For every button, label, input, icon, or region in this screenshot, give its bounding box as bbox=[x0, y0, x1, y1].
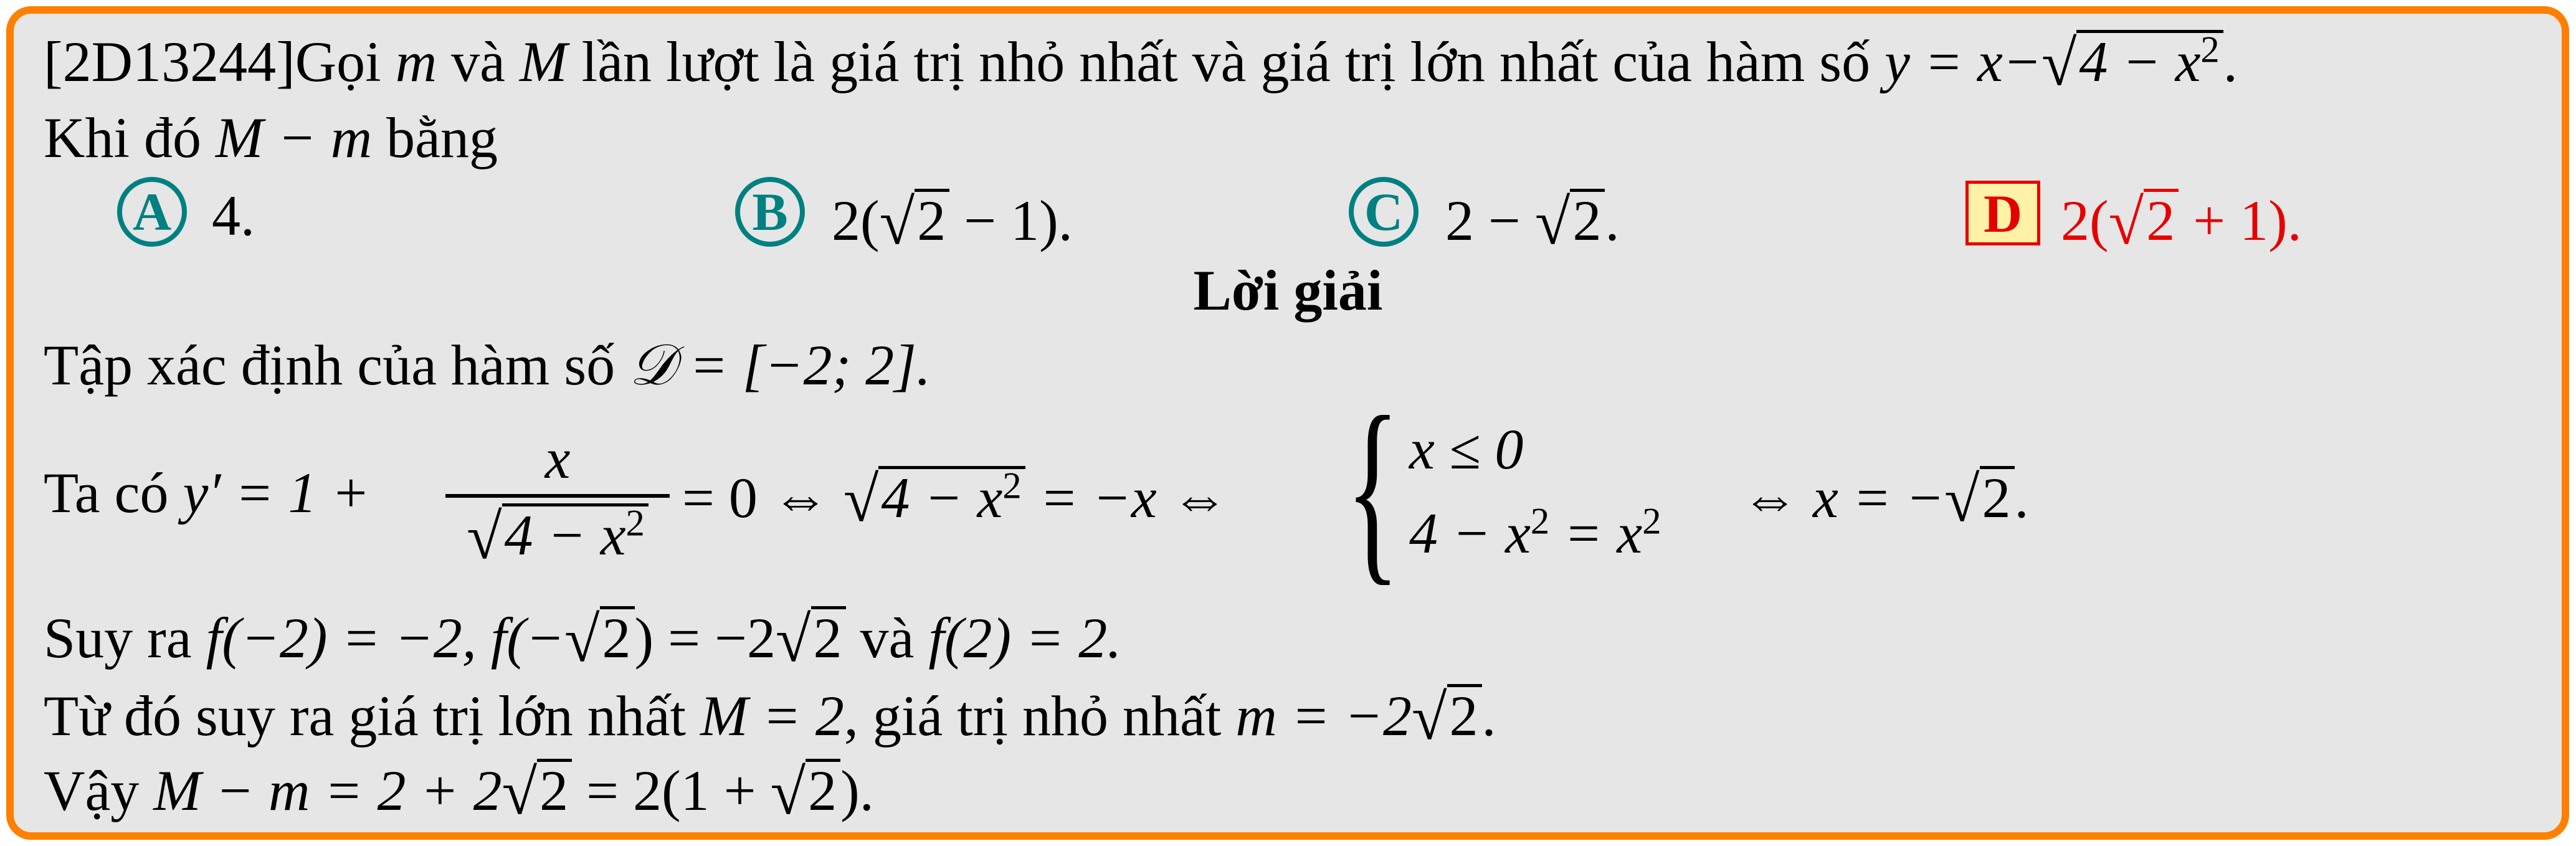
problem-line-1: [2D13244]Gọi m và M lần lượt là giá trị nhỏ nhất và giá trị lớn nhất của hàm số $y = x-√4 - x^2$. bbox=[44, 28, 2238, 100]
fraction-bar bbox=[445, 494, 670, 498]
solution-line-2-mid: = 0 ⇔ $√4 - x^2 = -x$ ⇔ bbox=[682, 464, 1229, 536]
option-d-letter[interactable]: D bbox=[1965, 181, 2040, 245]
option-a-letter[interactable]: A bbox=[117, 177, 187, 247]
option-b-text[interactable]: 2(√2 − 1). bbox=[832, 187, 1073, 259]
option-c-text[interactable]: 2 − √2. bbox=[1445, 187, 1620, 259]
fraction-denominator: $√4 - x^2$ bbox=[445, 501, 670, 566]
system-brace: { bbox=[1346, 375, 1400, 602]
function-lhs: y = x− bbox=[1884, 30, 2041, 93]
solution-line-5: Vậy M − m = 2 + 2√2 = 2(1 + √2). bbox=[44, 757, 874, 829]
problem-line-2: Khi đó M − m bằng bbox=[44, 106, 498, 169]
option-a-text[interactable]: 4. bbox=[212, 184, 255, 247]
fraction-numerator: x bbox=[544, 427, 571, 490]
solution-line-4: Từ đó suy ra giá trị lớn nhất M = 2, giá trị nhỏ nhất m = −2√2. bbox=[44, 682, 1496, 754]
option-b-letter[interactable]: B bbox=[735, 177, 805, 247]
solution-heading: Lời giải bbox=[1193, 259, 1383, 322]
solution-line-2-end: ⇔ x = −√2. bbox=[1741, 464, 2029, 536]
solution-line-2-start: Ta có y′ = 1 + bbox=[44, 461, 370, 525]
solution-line-1: Tập xác định của hàm số 𝒟 = [−2; 2]. bbox=[44, 333, 931, 397]
system-line-1: x ≤ 0 bbox=[1409, 417, 1524, 481]
system-line-2: $4 - x^2 = x^2$ bbox=[1409, 500, 1661, 565]
option-c-letter[interactable]: C bbox=[1349, 177, 1419, 247]
option-d-text[interactable]: 2(√2 + 1). bbox=[2061, 187, 2302, 259]
solution-line-3: Suy ra f(−2) = −2, f(−√2) = −2√2 và f(2) = 2. bbox=[44, 604, 1122, 676]
function-sqrt: $√4 - x^2$ bbox=[2041, 28, 2223, 92]
problem-code: [2D13244] bbox=[44, 30, 295, 93]
